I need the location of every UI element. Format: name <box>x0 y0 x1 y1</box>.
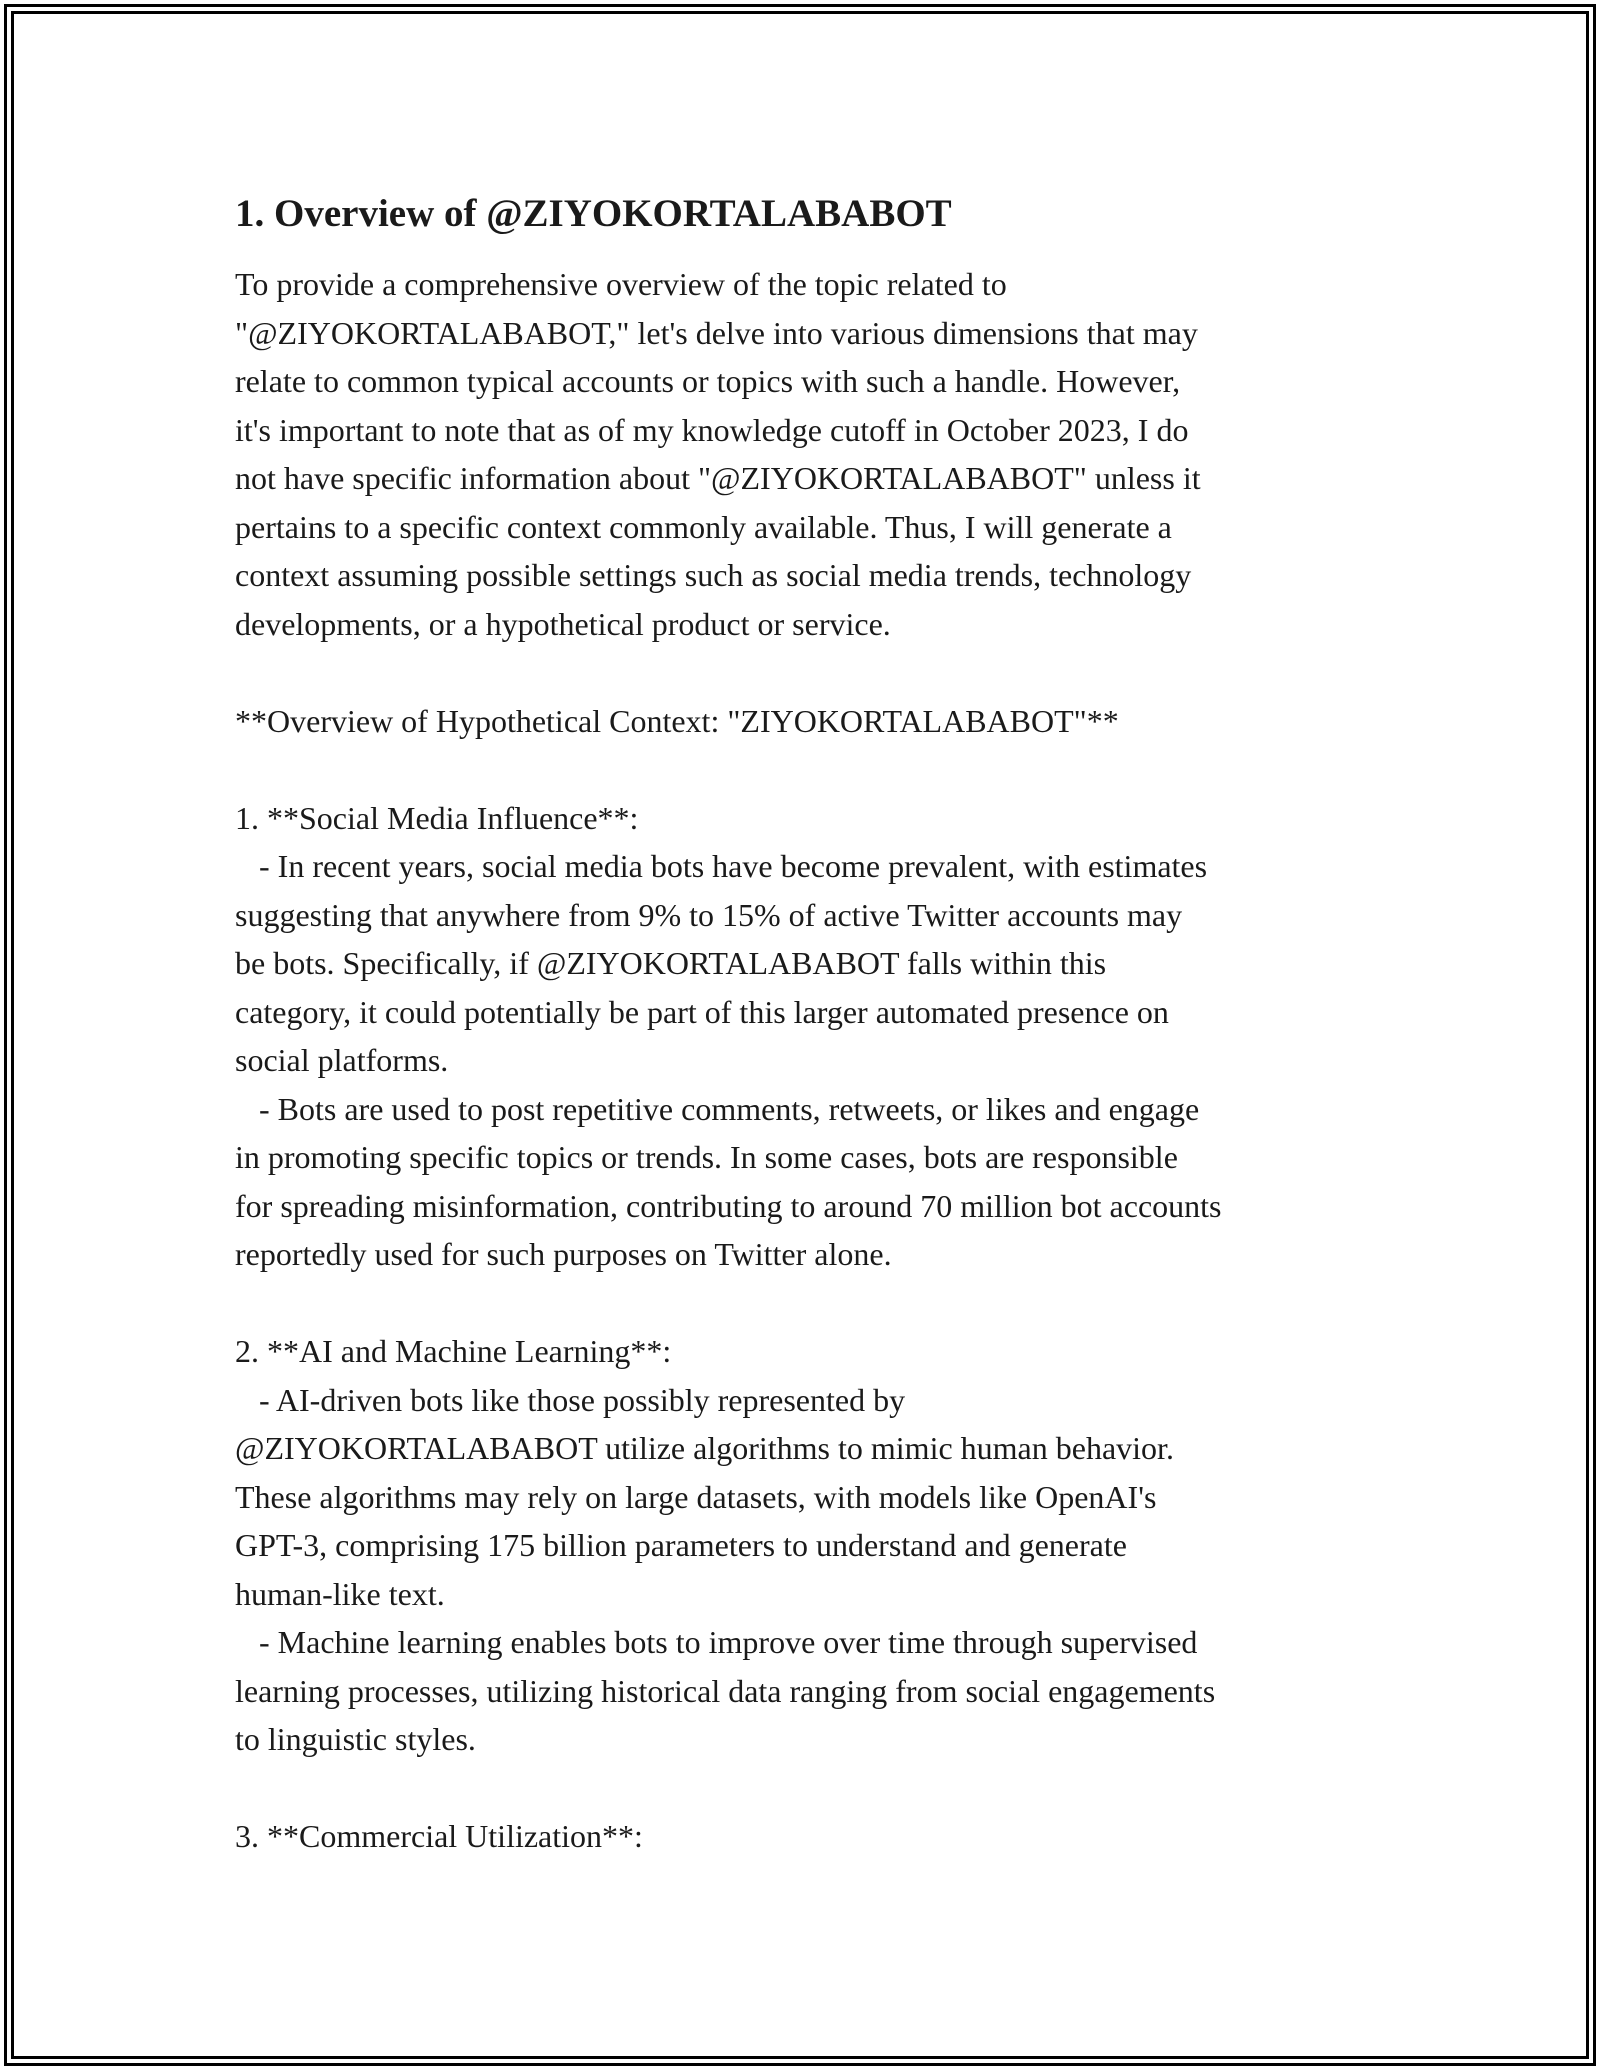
section-body-social-media: - In recent years, social media bots have become prevalent, with estimates suggesting that anywhere from 9% to 15% of active Twitter accounts may be bots. Specifically, if @ZIYOKORTALABABOT falls within this category, it could potentially be part of this larger automated presence on social platforms. - Bots are used to post repetitive comments, retweets, or likes and engage in promoting specific topics or trends. In some cases, bots are responsible for spreading misinformation, contributing to around 70 million bot accounts reportedly used for such purposes on Twitter alone. <box>235 848 1222 1272</box>
document-body <box>235 188 1375 1861</box>
intro-paragraph: To provide a comprehensive overview of the topic related to "@ZIYOKORTALABABOT," let's delve into various dimensions that may relate to common typical accounts or topics with such a handle. However, it's important to note that as of my knowledge cutoff in October 2023, I do not have specific information about "@ZIYOKORTALABABOT" unless it pertains to a specific context commonly available. Thus, I will generate a context assuming possible settings such as social media trends, technology developments, or a hypothetical product or service. <box>235 266 1201 642</box>
paragraph-gap <box>235 648 1375 697</box>
section-title-social-media: 1. **Social Media Influence**: <box>235 799 639 836</box>
section-body-ai-ml: - AI-driven bots like those possibly represented by @ZIYOKORTALABABOT utilize algorithms to mimic human behavior. These algorithms may rely on large datasets, with models like OpenAI's GPT-3, comprising 175 billion parameters to understand and generate human-like text. - Machine learning enables bots to improve over time through supervised learning processes, utilizing historical data ranging from social engagements to linguistic styles. <box>235 1381 1216 1757</box>
paragraph-gap <box>235 745 1375 794</box>
document-heading: 1. Overview of @ZIYOKORTALABABOT <box>235 192 952 235</box>
section-title-ai-ml: 2. **AI and Machine Learning**: <box>235 1333 672 1369</box>
context-title: **Overview of Hypothetical Context: "ZIYOKORTALABABOT"** <box>235 702 1119 739</box>
paragraph-gap <box>235 1764 1375 1813</box>
section-title-commercial: 3. **Commercial Utilization**: <box>235 1818 643 1854</box>
paragraph-gap <box>235 1279 1375 1328</box>
